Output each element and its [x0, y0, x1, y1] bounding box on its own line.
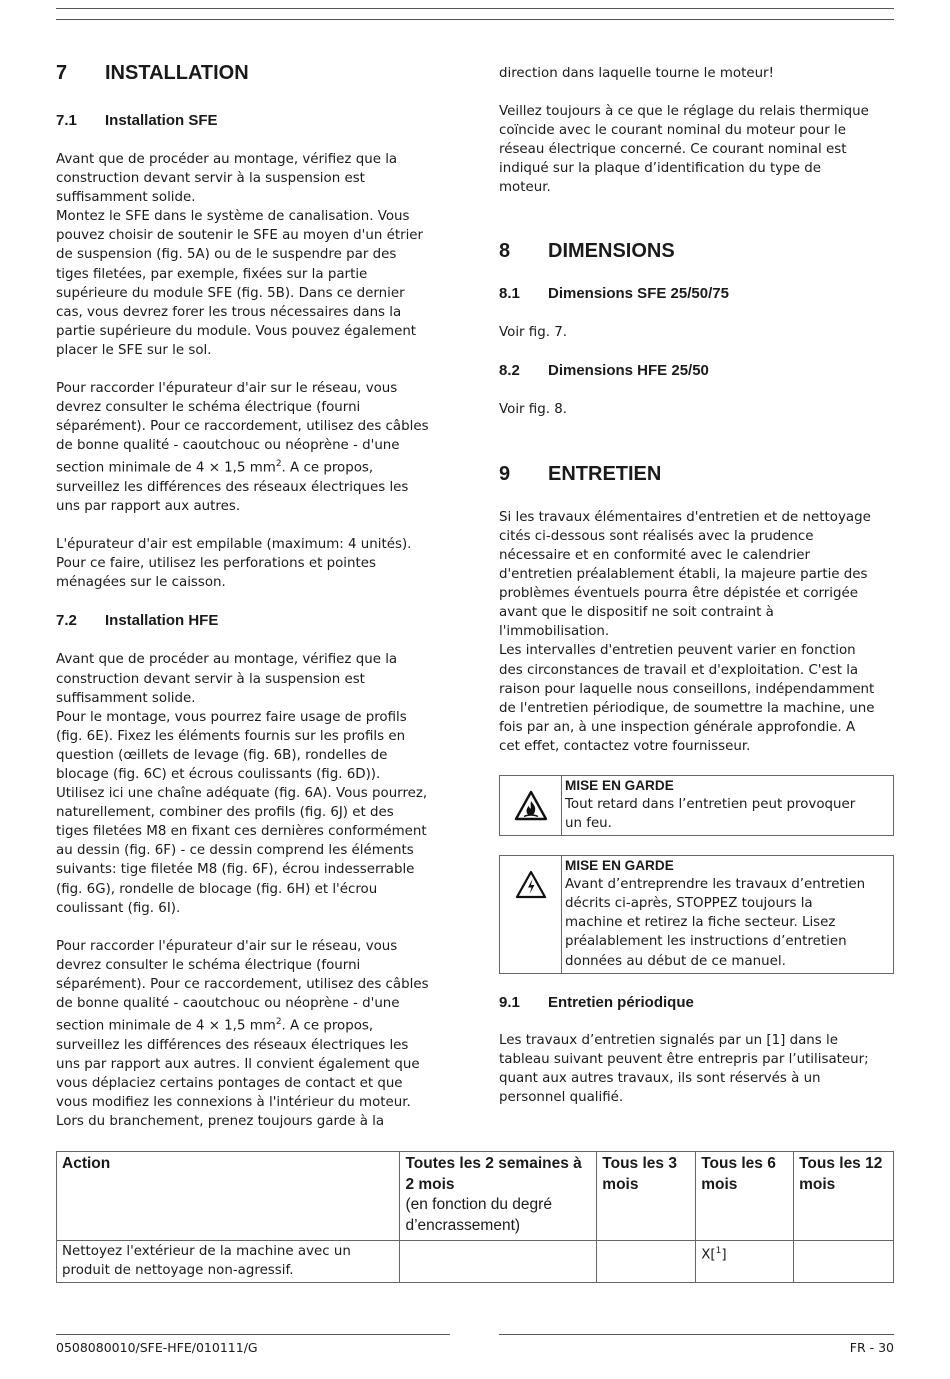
cell-6-months-close: ]: [721, 1247, 727, 1263]
hfe-wiring-text-b: . A ce propos, surveillez les différences des réseaux électriques les uns par rapport aux autres. Il convient également que vous déplaciez certains pontages de contact et que vous modifiez les connexions à l'intérieur du moteur. Lors du branchement, prenez toujours garde à la: [56, 1018, 420, 1130]
warning-electric-title: MISE EN GARDE: [565, 858, 674, 874]
section-8-2-text: Voir fig. 8.: [499, 401, 568, 417]
warning-electric-text-cell: [562, 856, 893, 972]
warning-fire-text: Tout retard dans l’entretien peut provoquer un feu.: [565, 796, 856, 832]
warning-fire-box: [499, 775, 894, 836]
section-7-2-title: Installation HFE: [105, 612, 219, 630]
section-8-2-number: 8.2: [499, 361, 520, 379]
hfe-wiring-superscript: 2: [275, 1017, 282, 1028]
header-rule-bottom: [56, 19, 894, 20]
section-7-number: 7: [56, 62, 68, 84]
warning-fire-icon-cell: [500, 776, 562, 835]
section-7-1-heading: [56, 112, 451, 129]
section-9-number: 9: [499, 462, 511, 485]
footer-page-number: FR - 30: [849, 1340, 894, 1355]
section-9-heading: [499, 463, 894, 486]
header-action: Action: [57, 1152, 400, 1241]
cell-action: Nettoyez l'extérieur de la machine avec un produit de nettoyage non-agressif.: [57, 1241, 400, 1283]
section-8-title: DIMENSIONS: [548, 239, 675, 262]
header-2-weeks-2-months: [400, 1152, 597, 1241]
section-9-title: ENTRETIEN: [548, 462, 662, 485]
sfe-wiring-superscript: 2: [275, 459, 282, 470]
hfe-wiring-continuation: direction dans laquelle tourne le moteur!: [499, 66, 774, 81]
section-8-1-text: Voir fig. 7.: [499, 324, 568, 340]
table-row: [57, 1241, 894, 1283]
cell-6-months: [696, 1241, 794, 1283]
sfe-wiring-text-a: Pour raccorder l'épurateur d'air sur le réseau, vous devrez consulter le schéma électrique (fourni séparément). Pour ce raccordement, utilisez des câbles de bonne qualité - caoutchouc ou néoprène - d'une section minimale de 4 × 1,5 mm: [56, 381, 429, 476]
left-column: [56, 62, 451, 1131]
header-3-months: Tous les 3 mois: [597, 1152, 696, 1241]
section-8-number: 8: [499, 239, 511, 262]
sfe-stacking-paragraph: L'épurateur d'air est empilable (maximum: 4 unités). Pour ce faire, utilisez les perforations et pointes ménagées sur le caisson.: [56, 537, 412, 591]
section-8-1-number: 8.1: [499, 284, 520, 302]
hfe-wiring-text-a: Pour raccorder l'épurateur d'air sur le réseau, vous devrez consulter le schéma électrique (fourni séparément). Pour ce raccordement, utilisez des câbles de bonne qualité - caoutchouc ou néoprène - d'une section minimale de 4 × 1,5 mm: [56, 938, 429, 1034]
cell-2-weeks: [400, 1241, 597, 1283]
hfe-mounting-paragraph: Avant que de procéder au montage, vérifiez que la construction devant servir à la suspension est suffisamment solide. Pour le montage, vous pourrez faire usage de profils (fig. 6E). Fixez les éléments fournis sur les profils en question (œillets de levage (fig. 6B), rondelles de blocage (fig. 6C) et écrous coulissants (fig. 6D)). Utilisez ici une chaîne adéquate (fig. 6A). Vous pourrez, naturellement, combiner des profils (fig. 6J) et des tiges filetées M8 en fixant ces dernières conformément au dessin (fig. 6F) - ce dessin comprend les éléments suivants: tige filetée M8 (fig. 6F), écrou indesserrable (fig. 6G), rondelle de blocage (fig. 6H) et l'écrou coulissant (fig. 6I).: [56, 652, 428, 916]
section-7-1-number: 7.1: [56, 112, 77, 129]
section-9-1-title: Entretien périodique: [548, 993, 694, 1011]
cell-6-months-mark: X[: [701, 1247, 716, 1263]
header-6-months: Tous les 6 mois: [696, 1152, 794, 1241]
cell-12-months: [794, 1241, 894, 1283]
cell-6-months-superscript: 1: [715, 1246, 722, 1256]
section-8-heading: [499, 240, 894, 263]
electric-hazard-icon: [515, 870, 547, 900]
warning-electric-icon-cell: [500, 856, 562, 972]
hfe-wiring-paragraph: [56, 937, 451, 1131]
sfe-wiring-text-b: . A ce propos, surveillez les différences des réseaux électriques les uns par rapport aux autres.: [56, 460, 409, 515]
table-header-row: [57, 1152, 894, 1241]
section-7-title: INSTALLATION: [105, 62, 249, 84]
sfe-wiring-paragraph: [56, 379, 451, 516]
section-7-1-title: Installation SFE: [105, 112, 218, 129]
warning-fire-text-cell: [562, 776, 893, 835]
cell-3-months: [597, 1241, 696, 1283]
section-7-2-number: 7.2: [56, 612, 77, 630]
section-8-2-title: Dimensions HFE 25/50: [548, 361, 709, 379]
footer-rule-left: [56, 1334, 450, 1335]
footer-document-code: 0508080010/SFE-HFE/010111/G: [56, 1340, 258, 1355]
section-7-heading: [56, 62, 451, 85]
maintenance-table: [56, 1151, 894, 1283]
section-9-1-number: 9.1: [499, 993, 520, 1011]
warning-electric-text: Avant d’entreprendre les travaux d’entretien décrits ci-après, STOPPEZ toujours la machine et retirez la fiche secteur. Lisez préalablement les instructions d’entretien données au début de ce manuel.: [565, 877, 866, 969]
right-column: [499, 62, 894, 1107]
section-8-1-title: Dimensions SFE 25/50/75: [548, 284, 729, 302]
footer-rule-right: [499, 1334, 894, 1335]
maintenance-intro-paragraph: Si les travaux élémentaires d'entretien et de nettoyage cités ci-dessous sont réalisés avec la prudence nécessaire et en conformité avec le calendrier d'entretien préalablement établi, la majeure partie des problèmes éventuels pourra être dépistée et corrigée avant que le dispositif ne soit contraint à l'immobilisation. Les intervalles d'entretien peuvent varier en fonction des circonstances de travail et d'exploitation. C'est la raison pour laquelle nous conseillons, indépendamment de l'entretien périodique, de soumettre la machine, une fois par an, à une inspection générale approfondie. A cet effet, contactez votre fournisseur.: [499, 509, 875, 754]
section-7-2-heading: [56, 612, 451, 629]
header-rule-top: [56, 8, 894, 9]
section-8-2-heading: [499, 362, 894, 379]
sfe-mounting-paragraph: Avant que de procéder au montage, vérifiez que la construction devant servir à la suspension est suffisamment solide. Montez le SFE dans le système de canalisation. Vous pouvez choisir de soutenir le SFE au moyen d'un étrier de suspension (fig. 5A) ou de le suspendre par des tiges filetées, par exemple, fixées sur la partie supérieure du module SFE (fig. 5B). Dans ce dernier cas, vous devrez forer les trous nécessaires dans la partie supérieure du module. Vous pouvez également placer le SFE sur le sol.: [56, 152, 424, 358]
header-12-months: Tous les 12 mois: [794, 1152, 894, 1241]
thermal-relay-paragraph: Veillez toujours à ce que le réglage du relais thermique coïncide avec le courant nominal du moteur pour le réseau électrique concerné. Ce courant nominal est indiqué sur la plaque d’identification du type de moteur.: [499, 104, 869, 196]
warning-electric-box: [499, 855, 894, 973]
warning-fire-title: MISE EN GARDE: [565, 777, 674, 793]
header-2-weeks-main: Toutes les 2 semaines à 2 mois: [405, 1155, 582, 1193]
section-8-1-heading: [499, 285, 894, 302]
periodic-maintenance-text: Les travaux d’entretien signalés par un [1] dans le tableau suivant peuvent être entrepris par l’utilisateur; quant aux autres travaux, ils sont réservés à un personnel qualifié.: [499, 1032, 869, 1105]
fire-hazard-icon: [514, 790, 548, 822]
section-9-1-heading: [499, 994, 894, 1011]
header-2-weeks-sub: (en fonction du degré d’encrassement): [405, 1196, 552, 1234]
